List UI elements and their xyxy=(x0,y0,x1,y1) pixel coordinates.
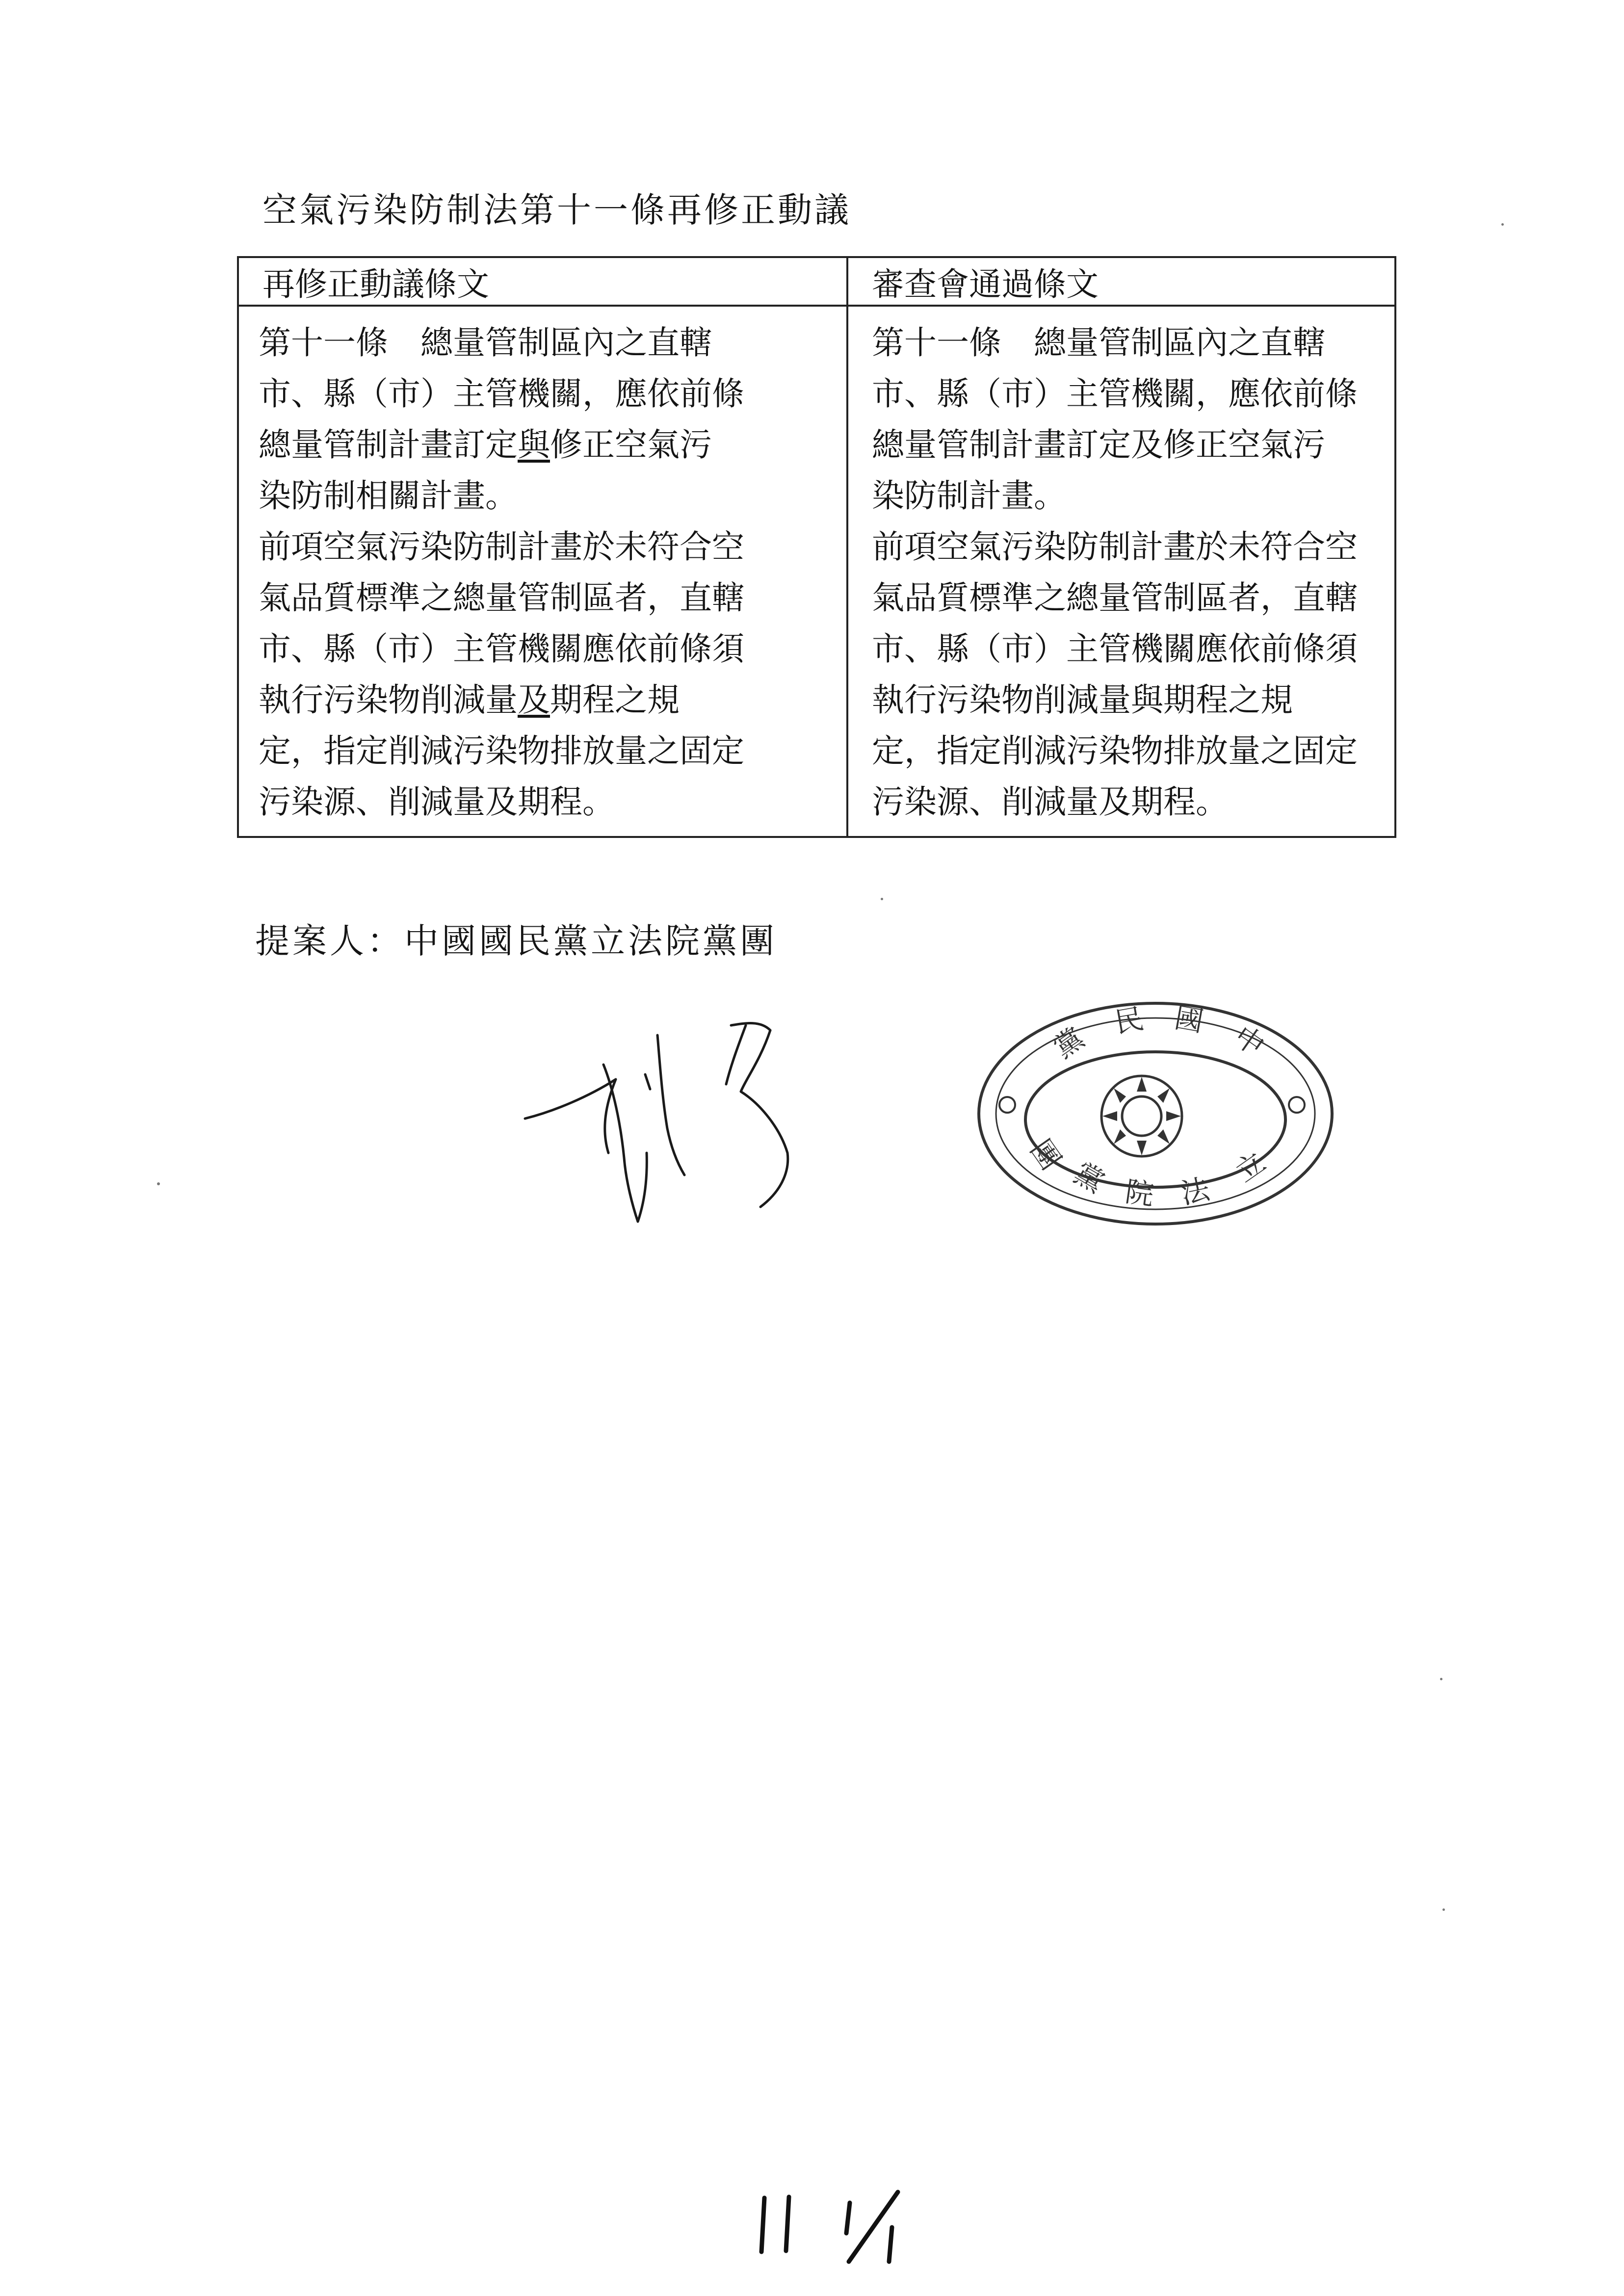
text-span: 總量管制計畫訂定 xyxy=(259,426,518,464)
svg-text:法: 法 xyxy=(1178,1172,1213,1211)
scan-speck xyxy=(1501,223,1504,226)
scan-speck xyxy=(1440,1678,1442,1680)
scan-speck xyxy=(881,898,883,900)
text-line xyxy=(259,419,827,470)
motion-paragraph-2 xyxy=(239,522,846,828)
svg-text:立: 立 xyxy=(1229,1145,1272,1189)
text-line: 定，指定削減污染物排放量之固定 xyxy=(259,732,744,770)
svg-text:院: 院 xyxy=(1123,1174,1156,1212)
committee-article-cell xyxy=(847,306,1395,837)
motion-article-cell xyxy=(238,306,847,837)
text-line: 污染源、削減量及期程。 xyxy=(872,783,1228,821)
text-line: 市、縣（市）主管機關，應依前條 xyxy=(872,375,1358,413)
text-line: 市、縣（市）主管機關應依前條須 xyxy=(259,630,744,668)
text-line: 市、縣（市）主管機關，應依前條 xyxy=(259,375,744,413)
document-title: 空氣污染防制法第十一條再修正動議 xyxy=(262,190,851,230)
committee-article-body xyxy=(848,307,1394,828)
text-line: 前項空氣污染防制計畫於未符合空 xyxy=(872,528,1358,566)
text-line: 染防制計畫。 xyxy=(872,477,1066,515)
text-line: 污染源、削減量及期程。 xyxy=(259,783,615,821)
handwritten-signature xyxy=(515,1006,819,1241)
proposer-line: 提案人：中國國民黨立法院黨團 xyxy=(255,921,777,961)
motion-paragraph-1 xyxy=(239,317,846,522)
text-span: 期程之規 xyxy=(550,681,680,719)
table-row xyxy=(238,306,1395,837)
text-line xyxy=(259,675,827,726)
text-line: 總量管制計畫訂定及修正空氣污 xyxy=(872,426,1325,464)
comparison-table xyxy=(237,256,1396,838)
header-motion-text: 再修正動議條文 xyxy=(238,257,847,306)
amended-word: 與 xyxy=(518,426,550,464)
text-line: 第十一條 總量管制區內之直轄 xyxy=(872,324,1325,362)
committee-paragraph-2 xyxy=(848,522,1394,828)
amended-word: 及 xyxy=(518,681,550,719)
page-number-handwritten xyxy=(736,2188,922,2267)
header-committee-text: 審查會通過條文 xyxy=(847,257,1395,306)
party-seal-stamp xyxy=(969,991,1342,1236)
text-line: 前項空氣污染防制計畫於未符合空 xyxy=(259,528,744,566)
svg-text:團: 團 xyxy=(1023,1133,1068,1176)
svg-text:民: 民 xyxy=(1112,1001,1146,1040)
committee-paragraph-1 xyxy=(848,317,1394,522)
svg-text:黨: 黨 xyxy=(1048,1021,1090,1065)
text-line: 市、縣（市）主管機關應依前條須 xyxy=(872,630,1358,668)
text-span: 執行污染物削減量 xyxy=(259,681,518,719)
text-line: 執行污染物削減量與期程之規 xyxy=(872,681,1293,719)
text-line: 染防制相關計畫。 xyxy=(259,477,518,515)
text-line: 定，指定削減污染物排放量之固定 xyxy=(872,732,1358,770)
scan-speck xyxy=(157,1182,160,1185)
table-header-row xyxy=(238,257,1395,306)
text-line: 氣品質標準之總量管制區者，直轄 xyxy=(259,579,744,617)
svg-text:中: 中 xyxy=(1228,1019,1271,1063)
motion-article-body xyxy=(239,307,846,828)
text-line: 第十一條 總量管制區內之直轄 xyxy=(259,324,712,362)
text-line: 氣品質標準之總量管制區者，直轄 xyxy=(872,579,1358,617)
svg-text:國: 國 xyxy=(1172,1000,1206,1039)
text-span: 修正空氣污 xyxy=(550,426,712,464)
svg-text:黨: 黨 xyxy=(1068,1156,1110,1200)
scan-speck xyxy=(1442,1908,1445,1911)
